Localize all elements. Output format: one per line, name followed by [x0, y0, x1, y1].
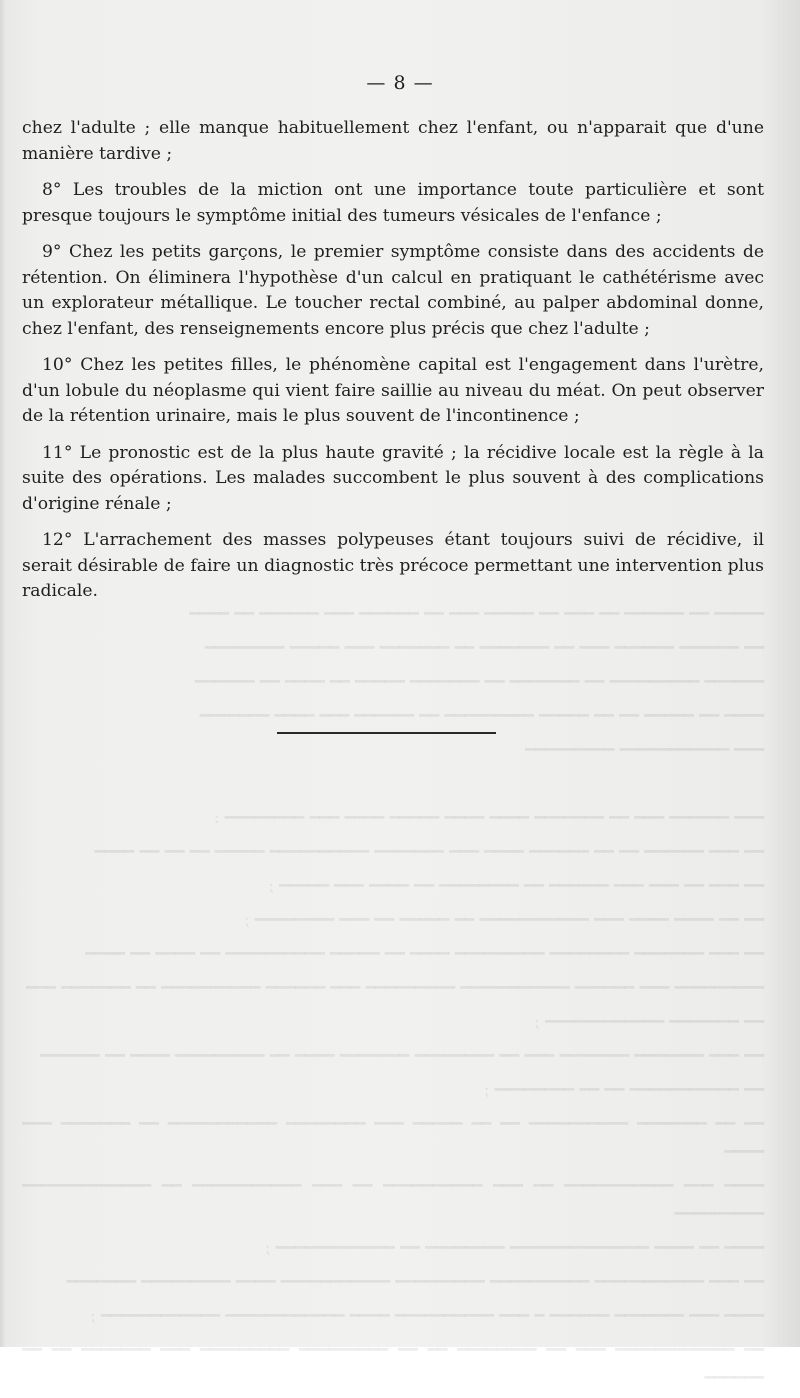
paragraph-item-9: 9° Chez les petits garçons, le premier symptôme consiste dans des accidents de rétention. On éliminera l'hypothèse d'un calcul en pratiquant le cathétérisme avec un explorateur métallique. Le toucher rectal combiné, au palper abdominal donne, chez l'enfant, des renseignements encore plus précis que chez l'adulte ; [22, 242, 764, 339]
paragraph-item-12: 12° L'arrachement des masses polypeuses étant toujours suivi de récidive, il serait désirable de faire un diagnostic très précoce permettant une intervention plus radicale. [22, 530, 764, 601]
paragraph-item-11: 11° Le pronostic est de la plus haute gravité ; la récidive locale est la règle à la suite des opérations. Les malades succombent le plus souvent à des complications d'origine rénale ; [22, 442, 764, 514]
body-text [22, 116, 764, 616]
paragraph-item-8: 8° Les troubles de la miction ont une importance toute particulière et sont presque toujours le symptôme initial des tumeurs vésicales de l'enfance ; [22, 180, 764, 226]
paragraph-item-10: 10° Chez les petites filles, le phénomène capital est l'engagement dans l'urètre, d'un lobule du néoplasme qui vient faire saillie au niveau du méat. On peut observer de la rétention urinaire, mais le plus souvent de l'incontinence ; [22, 355, 764, 426]
section-divider [277, 732, 496, 734]
paragraph-continuation: chez l'adulte ; elle manque habituellement chez l'enfant, ou n'apparait que d'une manière tardive ; [22, 118, 764, 164]
page-number: — 8 — [366, 72, 434, 94]
show-through-texture: ━━━━━ ━━ ━━━━━━ ━━ ━━━ ━━ ━━━━━ ━━━ ━━ ━━━━━━ ━━━ ━━━━━━ ━━ ━━━━ ━━ ━━━━━━ ━━━━━━ ━━━ ━━ ━━━━━━━ ━━ ━━━━━━━ ━━━ ━━━━━ ━━━━━━━━ ━━━━━━ ━━━━━━━━━ ━━ ━━━━━━━ ━━ ━━━━━━━ ━━━━━ ━━ ━━━━ ━━ ━━━━━━ ━━━━ ━━ ━━━━━ ━━ ━━ ━━━━━ ━━━━━━━━━ ━━ ━━━━━━ ━━━ ━━━━ ━━━━━━━ ━━━ ━━━━━━━━━━━ ━━━━━━━━━ ━━━ ━━━━━━ ━━━ ━━ ━━━━━━━ ━━━━ ━━━━ ━━━━━ ━━━━ ━━━ ━━━━━━━━ : ━━ ━━━ ━━━━━━ ━━ ━━ ━━━━━━ ━━━━ ━━━ ━━━━━━━ ━━━━━━━━━━ ━━━━━ ━━ ━━ ━━ ━━━━ ━━ ━━━ ━━ ━━━ ━━━ ━━━━━━ ━━ ━━━━━━━━ ━━ ━━━━ ━━━ ━━━━━ ; ━━ ━━ ━━━━ ━━━━ ━━━ ━━━━━━━━━━━ ━━ ━━━━━ ━━ ━━━ ━━━━━━━━ ; ━━ ━━━ ━━━━━━━ ━━━━━━━━ ━━━━━━━━━ ━━━━ ━━ ━━━━━ ━━━━━━━━━━ ━━ ━━━━ ━━ ━━━━ ━━━━━━━━━ ━━━ ━━━━━━ ━━━━━━━━━━━ ━━━━━━━━━ ━━━ ━━━━━━ ━━━━━━━━━━ ━━ ━━━━━━━ ━━━ ━━ ━━━━━━━ ━━━━━━━━━━━━ ; ━━ ━━━ ━━━━━━━ ━━━━━━━ ━━━ ━━ ━━━━━━━━ ━━━━━━━ ━━━━ ━━ ━━━━━━━━━ ━━━━ ━━ ━━━━━━ ━━ ━━━━━━━━━━━ ━━ ━━ ━━━━━━━━ ; ━━ ━━ ━━━━━━━ ━━━━━━━━━━ ━━ ━━ ━━━━━ ━━━ ━━━━━━━━ ━━━━━━━━━━━ ━━ ━━━━━━━ ━━━ ━━━━ ━━━━ ━━━ ━━━━━━━━━━━ ━━ ━━━ ━━━━━━━━━━ ━━ ━━━ ━━━━━━━━━━━ ━━ ━━━━━━━━━━━━━ ━━━━━━━━━ ━━━━ ━━ ━━━━ ━━━━━━━━━━━━━━ ━━━━━━━━ ━━ ━━━━━━━━━━━━ ; ━━ ━━━ ━━━━━━━━━━━ ━━━━━━━━━━ ━━━━━━━━━ ━━━━━━━━━━━ ━━━━ ━━━━━━━━━ ━━━━━━━ ━━━━ ━━━ ━━━━━━━ ━━━━━━ ━ ━━━ ━━━━━━━━━━ ━━━━ ━━━━━━━━━━━━ ━━━━━━━━━━━━ ; ━━ ━━━━━━━━━━━━ ━━━ ━━ ━━━━━━━━ ━━ ━━ ━━━━━━━━━ ━━━━━━━━━ ━━━ ━━━━━━━ ━━ ━━ ━━━━━━ [22, 604, 764, 1387]
